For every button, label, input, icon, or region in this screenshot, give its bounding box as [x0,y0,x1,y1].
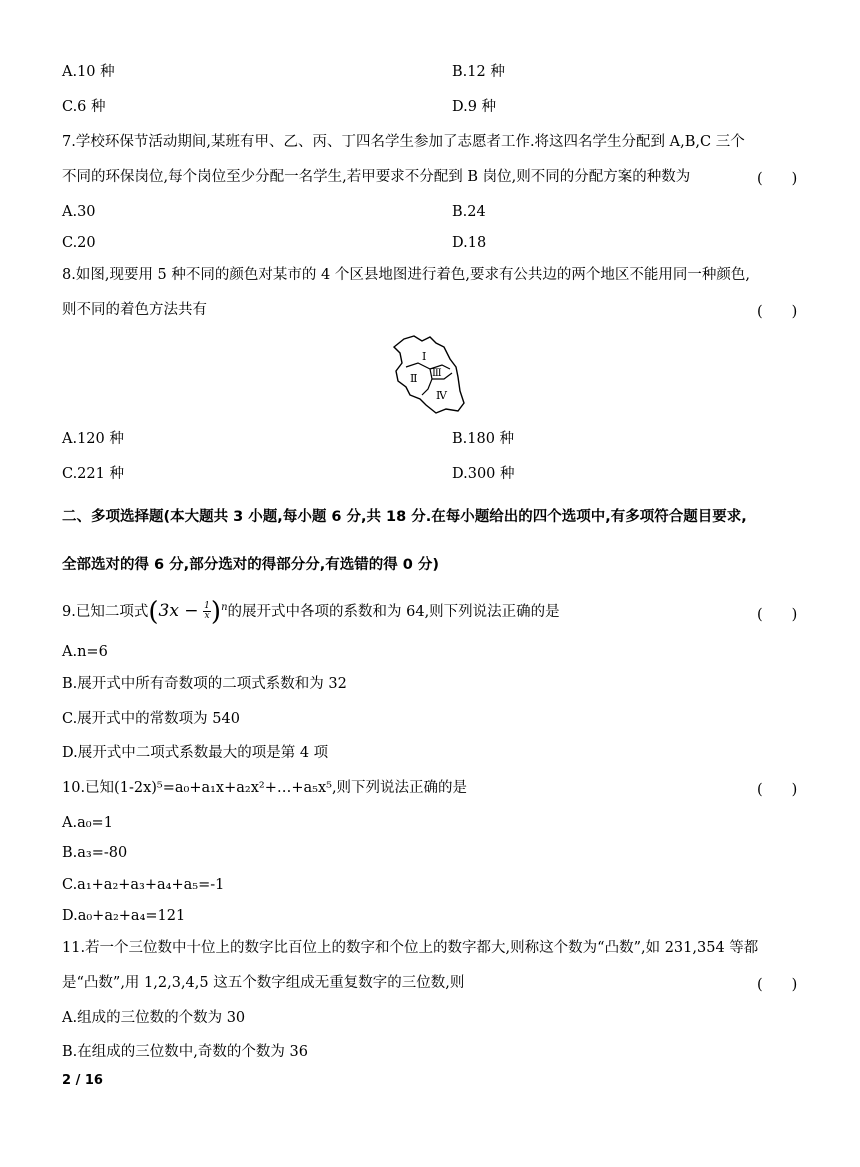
q9-fraction [203,602,211,621]
section2-heading-line1: 二、多项选择题(本大题共 3 小题,每小题 6 分,共 18 分.在每小题给出的四个选项中,有多项符合题目要求, [62,509,747,525]
q10-stem: 10.已知(1-2x)⁵=a₀+a₁x+a₂x²+…+a₅x⁵,则下列说法正确的是 [62,780,468,796]
map-region-4-label: Ⅳ [436,389,447,402]
page-number: 2 / 16 [62,1073,103,1088]
q8-stem-line1: 8.如图,现要用 5 种不同的颜色对某市的 4 个区县地图进行着色,要求有公共边的两个地区不能用同一种颜色, [62,267,751,283]
q6-option-b: B.12 种 [452,64,505,80]
q7-stem-line1: 7.学校环保节活动期间,某班有甲、乙、丙、丁四名学生参加了志愿者工作.将这四名学生分配到 A,B,C 三个 [62,134,745,150]
q6-option-d: D.9 种 [452,99,497,115]
q11-option-b: B.在组成的三位数中,奇数的个数为 36 [62,1044,308,1060]
q8-option-b: B.180 种 [452,431,515,447]
q9-option-c: C.展开式中的常数项为 540 [62,711,240,727]
q10-answer-paren: ( ) [757,782,798,798]
q7-stem-line2: 不同的环保岗位,每个岗位至少分配一名学生,若甲要求不分配到 B 岗位,则不同的分配方案的种数为 [62,169,691,185]
map-region-2-label: Ⅱ [410,372,418,385]
q10-option-c: C.a₁+a₂+a₃+a₄+a₅=-1 [62,877,225,893]
map-region-1-label: Ⅰ [422,350,427,363]
q8-stem-line2: 则不同的着色方法共有 [62,302,207,318]
q7-option-c: C.20 [62,235,96,251]
q10-option-d: D.a₀+a₂+a₄=121 [62,908,186,924]
q6-option-c: C.6 种 [62,99,106,115]
q11-stem-line1: 11.若一个三位数中十位上的数字比百位上的数字和个位上的数字都大,则称这个数为“凸数”,如 231,354 等都 [62,940,759,956]
q8-option-a: A.120 种 [62,431,124,447]
q9-frac-den: x [204,611,210,622]
q7-option-b: B.24 [452,204,486,220]
q9-answer-paren: ( ) [757,607,798,623]
q11-stem-line2: 是“凸数”,用 1,2,3,4,5 这五个数字组成无重复数字的三位数,则 [62,975,465,991]
q9-close-paren: ) [210,596,222,627]
q9-stem-suffix: 的展开式中各项的系数和为 64,则下列说法正确的是 [227,603,560,620]
q9-expr-left: 3x − [158,600,199,621]
q9-frac-num: 1 [204,601,210,612]
map-region-3-label: Ⅲ [432,368,442,379]
q11-option-a: A.组成的三位数的个数为 30 [62,1010,246,1026]
q7-answer-paren: ( ) [757,171,798,187]
q9-exponent: n [221,602,228,613]
q10-option-a: A.a₀=1 [62,815,113,831]
q9-open-paren: ( [148,596,159,627]
q10-option-b: B.a₃=-80 [62,845,128,861]
q9-option-d: D.展开式中二项式系数最大的项是第 4 项 [62,745,329,761]
q9-option-b: B.展开式中所有奇数项的二项式系数和为 32 [62,676,347,692]
section2-heading-line2: 全部选对的得 6 分,部分选对的得部分分,有选错的得 0 分) [62,557,440,573]
q9-option-a: A.n=6 [62,644,108,660]
q6-option-a: A.10 种 [62,64,115,80]
q9-stem-prefix: 9.已知二项式 [62,603,149,620]
q8-option-c: C.221 种 [62,466,124,482]
map-outline [394,336,464,413]
q8-answer-paren: ( ) [757,304,798,320]
district-map-figure [392,333,472,417]
q8-option-d: D.300 种 [452,466,515,482]
q7-option-a: A.30 [62,204,96,220]
q11-answer-paren: ( ) [757,977,798,993]
q7-option-d: D.18 [452,235,487,251]
q9-stem [62,596,560,627]
